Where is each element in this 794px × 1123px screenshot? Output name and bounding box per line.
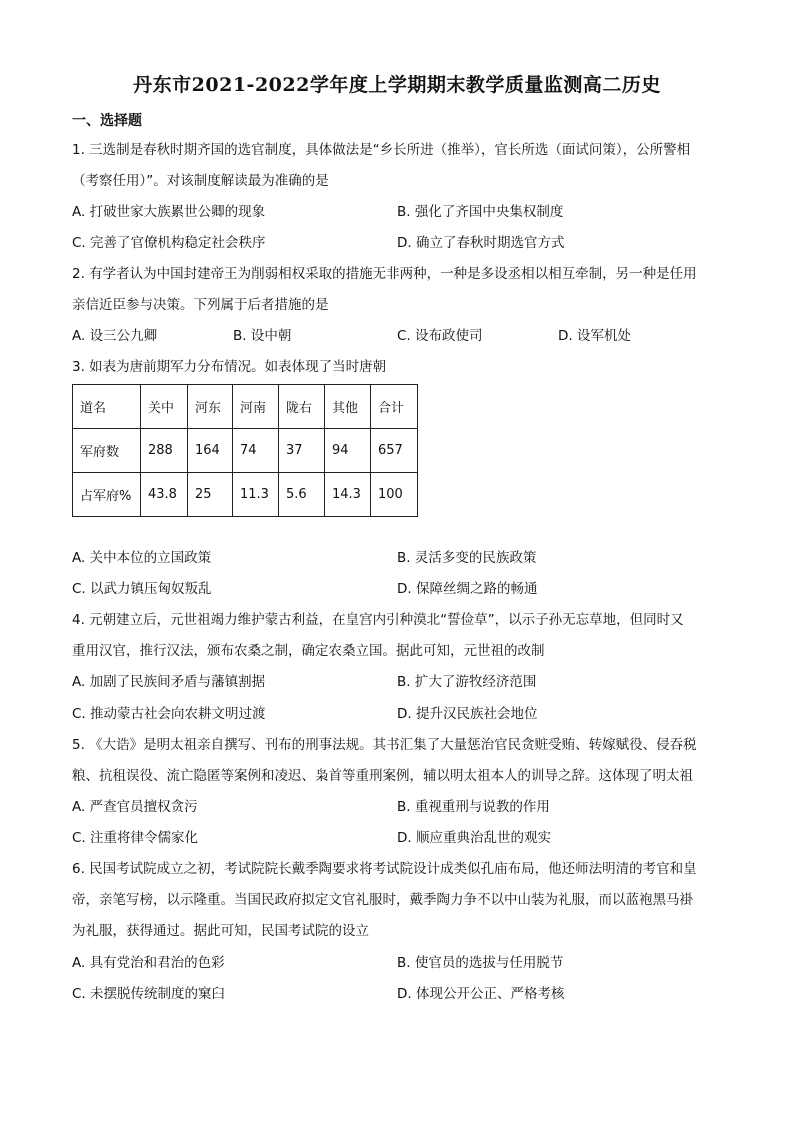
question-6-option-b: B. 使官员的选拔与任用脱节: [397, 955, 564, 971]
table-cell: 74: [233, 429, 279, 473]
question-6-option-d: D. 体现公开公正、严格考核: [397, 986, 565, 1002]
question-2-line-2: 亲信近臣参与决策。下列属于后者措施的是: [72, 297, 329, 313]
table-header-cell: 陇右: [279, 385, 325, 429]
table-cell: 25: [188, 473, 233, 517]
question-3-option-a: A. 关中本位的立国政策: [72, 550, 212, 566]
table-cell: 14.3: [325, 473, 371, 517]
table-cell: 657: [371, 429, 418, 473]
question-1-option-c: C. 完善了官僚机构稳定社会秩序: [72, 235, 266, 251]
question-3-option-d: D. 保障丝绸之路的畅通: [397, 581, 538, 597]
question-3-option-c: C. 以武力镇压匈奴叛乱: [72, 581, 212, 597]
question-3-option-b: B. 灵活多变的民族政策: [397, 550, 537, 566]
question-6-line-2: 帝，亲笔写榜，以示隆重。当国民政府拟定文官礼服时，戴季陶力争不以中山装为礼服，而以蓝袍黑马褂: [72, 892, 693, 908]
question-5-line-2: 粮、抗租误役、流亡隐匿等案例和凌迟、枭首等重刑案例，辅以明太祖本人的训导之辞。这体现了明太祖: [72, 768, 693, 784]
table-cell: 11.3: [233, 473, 279, 517]
exam-title: 丹东市2021-2022学年度上学期期末教学质量监测高二历史: [133, 74, 661, 96]
question-3-line-1: 3. 如表为唐前期军力分布情况。如表体现了当时唐朝: [72, 359, 387, 375]
question-4-option-d: D. 提升汉民族社会地位: [397, 706, 538, 722]
question-5-line-1: 5. 《大诰》是明太祖亲自撰写、刊布的刑事法规。其书汇集了大量惩治官民贪赃受贿、转嫁赋役、侵吞税: [72, 737, 697, 753]
table-cell: 288: [141, 429, 188, 473]
table-cell: 占军府%: [73, 473, 141, 517]
table-row: [73, 429, 418, 473]
table-header-cell: 其他: [325, 385, 371, 429]
question-6-line-3: 为礼服，获得通过。据此可知，民国考试院的设立: [72, 923, 369, 939]
question-5-option-b: B. 重视重刑与说教的作用: [397, 799, 550, 815]
question-1-option-b: B. 强化了齐国中央集权制度: [397, 204, 564, 220]
question-4-option-a: A. 加剧了民族间矛盾与藩镇割据: [72, 674, 266, 690]
table-cell: 43.8: [141, 473, 188, 517]
table-header-cell: 河南: [233, 385, 279, 429]
question-2-option-d: D. 设军机处: [558, 328, 631, 344]
question-1-line-2: （考察任用）”。对该制度解读最为准确的是: [72, 173, 329, 189]
table-cell: 164: [188, 429, 233, 473]
question-1-line-1: 1. 三选制是春秋时期齐国的选官制度，具体做法是“乡长所进（推举），官长所选（面试问策），公所警相: [72, 142, 691, 158]
question-2-option-b: B. 设中朝: [233, 328, 292, 344]
section-heading: 一、选择题: [72, 113, 142, 129]
question-1-option-d: D. 确立了春秋时期选官方式: [397, 235, 565, 251]
table-cell: 军府数: [73, 429, 141, 473]
question-2-line-1: 2. 有学者认为中国封建帝王为削弱相权采取的措施无非两种，一种是多设丞相以相互牵制，另一种是任用: [72, 266, 697, 282]
question-6-line-1: 6. 民国考试院成立之初，考试院院长戴季陶要求将考试院设计成类似孔庙布局，他还师法明清的考官和皇: [72, 861, 697, 877]
table-header-cell: 关中: [141, 385, 188, 429]
question-2-option-a: A. 设三公九卿: [72, 328, 158, 344]
table-header-row: [73, 385, 418, 429]
question-6-option-c: C. 未摆脱传统制度的窠臼: [72, 986, 226, 1002]
question-1-option-a: A. 打破世家大族累世公卿的现象: [72, 204, 266, 220]
question-5-option-d: D. 顺应重典治乱世的观实: [397, 830, 551, 846]
question-4-line-1: 4. 元朝建立后，元世祖竭力维护蒙古利益，在皇宫内引种漠北“誓俭草”，以示子孙无忘草地，但同时又: [72, 612, 684, 628]
table-header-cell: 合计: [371, 385, 418, 429]
table-cell: 37: [279, 429, 325, 473]
military-distribution-table: [72, 384, 418, 517]
question-2-option-c: C. 设布政使司: [397, 328, 483, 344]
table-header-cell: 河东: [188, 385, 233, 429]
table-row: [73, 473, 418, 517]
table-header-cell: 道名: [73, 385, 141, 429]
table-cell: 94: [325, 429, 371, 473]
question-4-option-c: C. 推动蒙古社会向农耕文明过渡: [72, 706, 266, 722]
table-cell: 5.6: [279, 473, 325, 517]
question-6-option-a: A. 具有党治和君治的色彩: [72, 955, 225, 971]
question-4-line-2: 重用汉官，推行汉法，颁布农桑之制，确定农桑立国。据此可知，元世祖的改制: [72, 643, 545, 659]
question-4-option-b: B. 扩大了游牧经济范围: [397, 674, 537, 690]
table-cell: 100: [371, 473, 418, 517]
question-5-option-c: C. 注重将律令儒家化: [72, 830, 199, 846]
question-5-option-a: A. 严查官员擅权贪污: [72, 799, 198, 815]
